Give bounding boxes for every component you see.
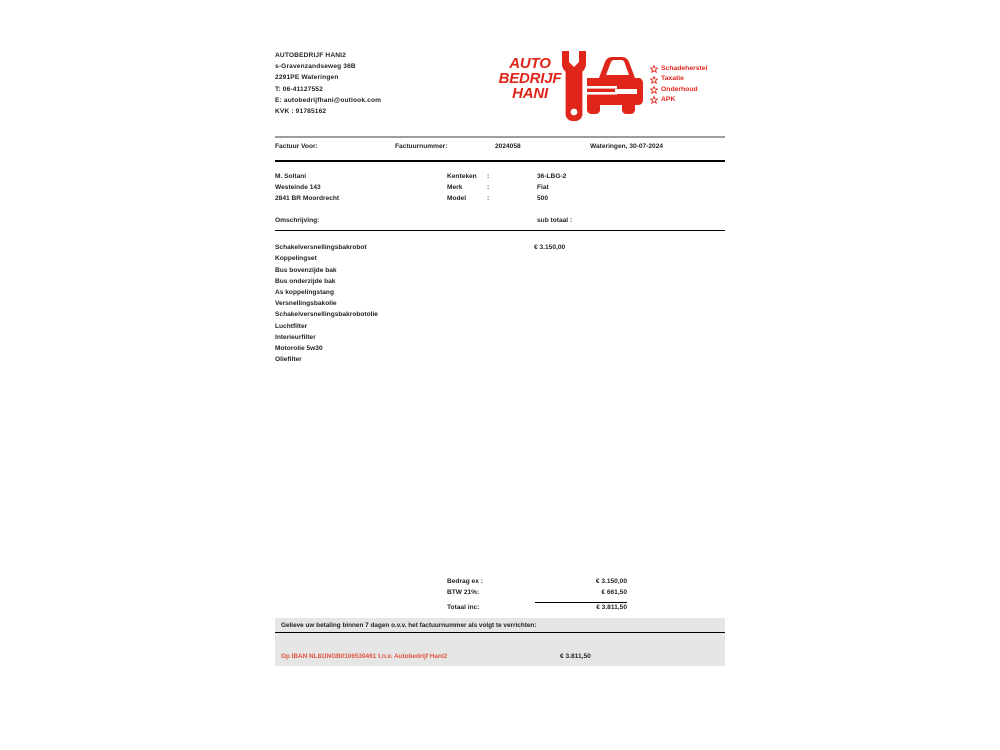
totals-gross-value: € 3.811,50 <box>535 602 627 612</box>
logo-line-hani: HANI <box>512 85 548 102</box>
line-item-list <box>275 242 378 365</box>
service-label: Taxatie <box>661 75 684 83</box>
service-label: Onderhoud <box>661 85 698 93</box>
vehicle-label-merk: Merk <box>447 183 463 191</box>
line-item: As koppelingstang <box>275 289 334 296</box>
place-and-date: Wateringen, 30-07-2024 <box>590 143 664 150</box>
star-icon <box>650 86 658 94</box>
colon: : <box>487 195 490 203</box>
service-item <box>650 95 760 105</box>
totals-gross-label: Totaal inc: <box>447 603 480 611</box>
vehicle-model: 500 <box>537 195 549 203</box>
logo-line-auto: AUTO <box>509 55 551 72</box>
vehicle-merk: Fiat <box>537 183 549 191</box>
billed-to-label: Factuur Voor: <box>275 143 318 150</box>
vehicle-label-model: Model <box>447 195 467 203</box>
description-label: Omschrijving: <box>275 216 320 224</box>
payment-band <box>275 618 725 666</box>
line-items-block <box>275 242 725 372</box>
vehicle-colons <box>487 171 489 205</box>
company-city: 2291PE Wateringen <box>275 74 339 82</box>
totals-net-label: Bedrag ex : <box>447 578 483 585</box>
line-item: Schakelversnellingsbakrobot <box>275 244 367 252</box>
vehicle-kenteken: 36-LBG-2 <box>537 172 567 180</box>
company-street: s-Gravenzandseweg 36B <box>275 63 356 71</box>
company-kvk: KVK : 91785162 <box>275 108 327 116</box>
invoice-sheet <box>275 50 725 660</box>
totals-net-value: € 3.150,00 <box>595 578 627 585</box>
line-item: Koppelingset <box>275 255 317 263</box>
invoice-meta-row <box>275 138 725 160</box>
line-item: Oliefilter <box>275 356 302 364</box>
payment-footer <box>275 618 725 666</box>
line-item: Versnellingsbakolie <box>275 300 337 308</box>
company-email: E: autobedrijfhani@outlook.com <box>275 96 382 104</box>
service-item <box>650 85 760 95</box>
customer-address-block <box>275 171 339 205</box>
payment-amount: € 3.811,50 <box>560 652 591 660</box>
line-item: Interieurfilter <box>275 333 316 341</box>
payment-details-row <box>275 633 725 666</box>
line-item: Bus onderzijde bak <box>275 277 336 285</box>
services-list <box>650 64 760 106</box>
logo-line-bedrijf: BEDRIJF <box>498 70 562 87</box>
line-item: Schakelversnellingsbakrobotolie <box>275 311 378 319</box>
totals-vat-value: € 661,50 <box>601 589 627 597</box>
invoice-number-label: Factuurnummer: <box>395 143 448 150</box>
totals-vat-label: BTW 21%: <box>447 589 480 597</box>
vehicle-labels <box>447 171 477 205</box>
star-icon <box>650 76 658 84</box>
payment-instruction: Gelieve uw betaling binnen 7 dagen o.v.v. het factuurnummer als volgt te verrichten: <box>281 621 537 629</box>
service-label: Schadeherstel <box>661 65 708 72</box>
vehicle-values <box>537 171 566 205</box>
company-phone: T: 06-41127552 <box>275 85 323 93</box>
colon: : <box>487 183 490 191</box>
vehicle-label-kenteken: Kenteken <box>447 172 477 180</box>
totals-gross-row <box>447 602 725 615</box>
service-item <box>650 64 760 74</box>
company-name: AUTOBEDRIJF HANI2 <box>275 52 346 59</box>
wrench-and-car-icon <box>559 48 645 124</box>
customer-street: Westeinde 143 <box>275 183 321 191</box>
customer-name: M. Soltani <box>275 172 307 180</box>
description-divider <box>275 230 725 232</box>
document-header <box>275 50 725 128</box>
totals-net-row <box>447 578 725 589</box>
totals-vat-row <box>447 589 725 600</box>
company-address-block <box>275 50 381 117</box>
line-items-amount: € 3.150,00 <box>534 244 566 252</box>
service-label: APK <box>661 96 676 104</box>
line-item: Motorolie 5w30 <box>275 345 323 353</box>
meta-divider <box>275 160 725 162</box>
customer-city: 2841 BR Moordrecht <box>275 195 340 203</box>
totals-block <box>447 578 725 615</box>
line-item: Bus bovenzijde bak <box>275 266 337 274</box>
description-header-row <box>275 217 725 230</box>
service-item <box>650 74 760 84</box>
party-and-vehicle-block <box>275 171 725 217</box>
colon: : <box>487 172 490 180</box>
star-icon <box>650 96 658 104</box>
company-logo <box>487 48 652 128</box>
star-icon <box>650 65 658 73</box>
subtotal-label: sub totaal : <box>537 216 573 224</box>
payment-iban: Op IBAN NL81INGB0106530461 t.n.v. Autobedrijf Hani2 <box>281 652 448 660</box>
line-item: Luchtfilter <box>275 322 308 330</box>
invoice-number-value: 2024058 <box>495 143 521 150</box>
